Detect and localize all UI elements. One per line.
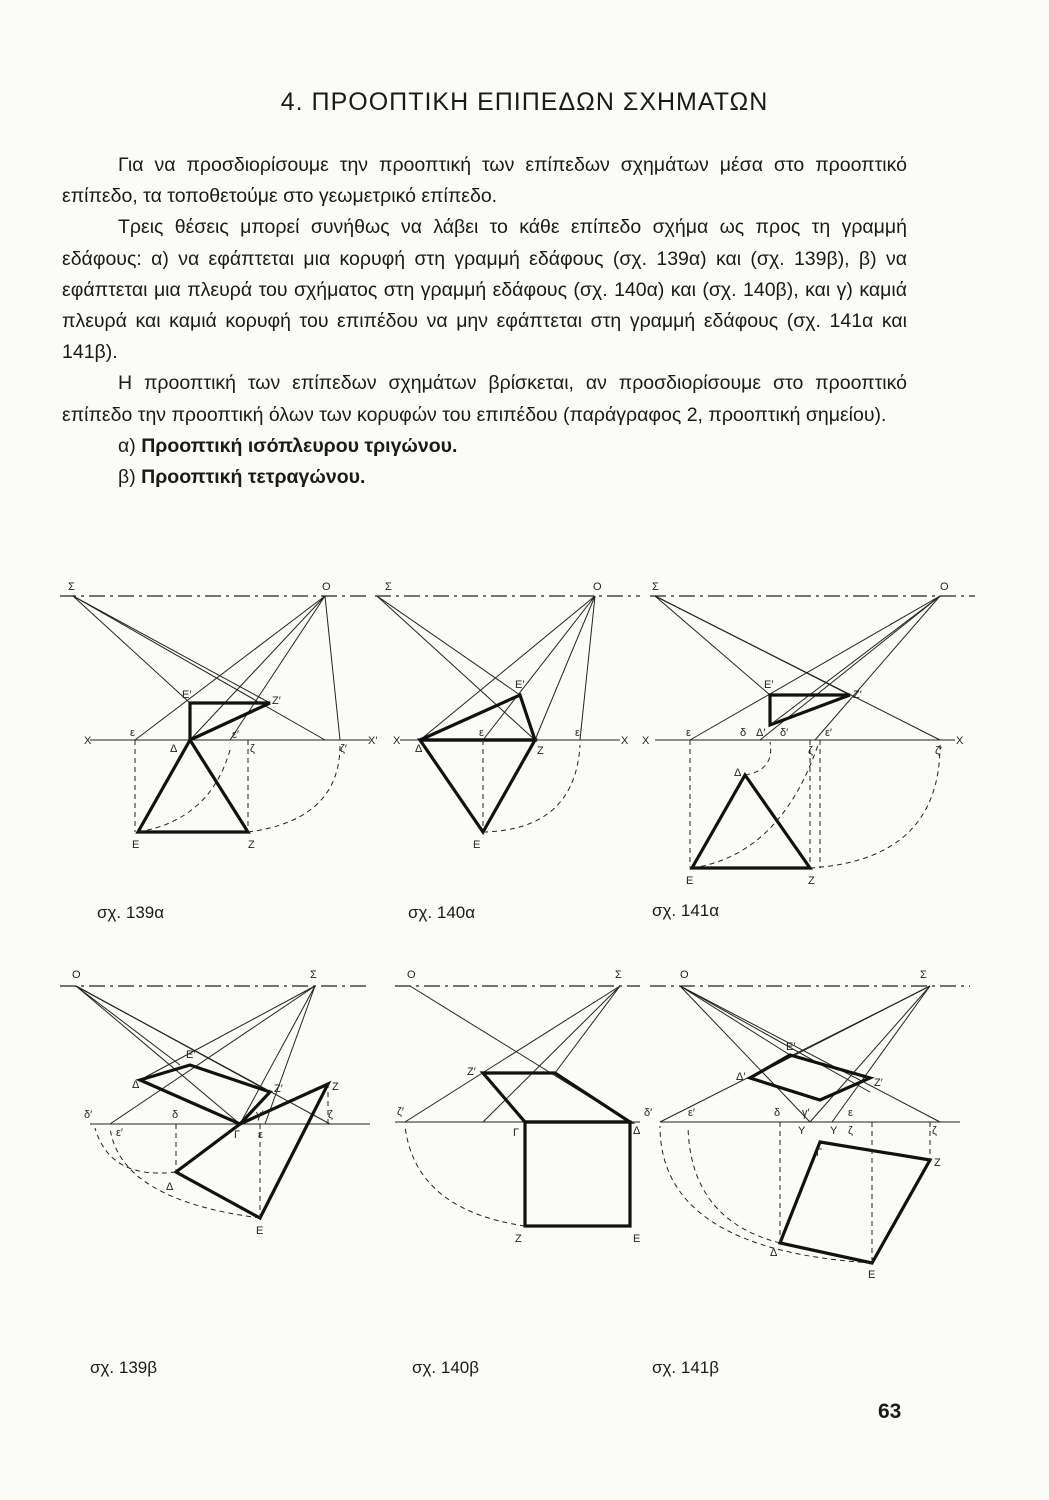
label: Δ	[132, 1079, 140, 1091]
label: Χ	[621, 735, 629, 747]
label: ε′	[575, 727, 582, 739]
paragraph: Τρεις θέσεις μπορεί συνήθως να λάβει το κάθε επίπεδο σχήμα ως προς τη γραμμή εδάφους: α) να εφάπτεται μια κορυφή στη γραμμή εδάφους (σχ. 139α) και (σχ. 139β), β) να εφάπτεται μια πλευρά του σχήματος στη γραμμή εδάφους (σχ. 140α) και (σχ. 140β), και γ) καμιά πλευρά και καμιά κορυφή του επιπέδου να μην εφάπτεται στη γραμμή εδάφους (σχ. 141α και 141β).	[62, 216, 907, 364]
figure-caption: σχ. 141β	[652, 1358, 720, 1377]
figure-caption: σχ. 139β	[90, 1358, 158, 1377]
label: Δ	[734, 767, 742, 779]
label: ζ	[932, 1125, 937, 1137]
label: Χ	[642, 735, 650, 747]
label: Γ	[513, 1127, 520, 1139]
label: Σ	[615, 969, 622, 981]
label: ε′	[232, 729, 239, 741]
label: Ε′	[515, 679, 525, 691]
figure-141a	[640, 570, 980, 895]
figure-140b-drawing	[375, 960, 645, 1300]
label: Χ	[393, 735, 401, 747]
label: δ	[172, 1109, 179, 1121]
paragraph: Για να προσδιορίσουμε την προοπτική των επίπεδων σχημάτων μέσα στο προοπτικό επίπεδο, τα τοποθετούμε στο γεωμετρικό επίπεδο.	[62, 154, 907, 208]
label: Ο	[72, 969, 81, 981]
label: ζ′	[397, 1106, 404, 1118]
label: ε′	[688, 1107, 695, 1119]
label: Σ	[310, 969, 317, 981]
label: Γ	[234, 1129, 241, 1141]
label: Ο	[680, 969, 689, 981]
label: Δ	[770, 1247, 778, 1259]
figure-caption: σχ. 141α	[652, 901, 720, 920]
label: ζ	[328, 1109, 333, 1121]
label: ζ	[848, 1125, 853, 1137]
label: Χ	[84, 735, 92, 747]
label: Ζ	[808, 875, 815, 887]
figure-139b-drawing	[60, 960, 380, 1300]
label: Σ	[652, 581, 659, 593]
figure-141b	[640, 960, 980, 1305]
figure-140a	[375, 570, 645, 875]
label: ζ	[250, 743, 255, 755]
figure-140b	[375, 960, 645, 1305]
label: ε	[686, 727, 691, 739]
list-item: β) Προοπτική τετραγώνου.	[118, 466, 366, 489]
label: ε	[130, 727, 135, 739]
label: Ο	[407, 969, 416, 981]
figure-141a-drawing	[640, 570, 980, 890]
label: Ζ	[332, 1081, 339, 1093]
body-text	[62, 150, 907, 493]
figure-140a-drawing	[375, 570, 645, 870]
label: Ε′	[786, 1041, 796, 1053]
label: ζ	[808, 745, 813, 757]
label: ε	[479, 727, 484, 739]
label: Χ	[956, 735, 964, 747]
label: Υ	[798, 1125, 806, 1137]
label: δ′	[84, 1109, 93, 1121]
label: γ′	[802, 1107, 810, 1119]
label: Ζ′	[467, 1066, 476, 1078]
figure-139a	[60, 570, 380, 875]
figure-139a-drawing	[60, 570, 380, 870]
figure-caption: σχ. 140α	[408, 903, 476, 922]
label: Ε′	[764, 679, 774, 691]
label: Ζ′	[874, 1077, 883, 1089]
label: Δ	[633, 1125, 641, 1137]
label: Ζ	[537, 745, 544, 757]
page-number: 63	[878, 1400, 902, 1423]
label: Ε	[256, 1225, 264, 1237]
label: ε	[258, 1129, 263, 1141]
label: Ο	[940, 581, 949, 593]
label: Σ	[68, 581, 75, 593]
label: γ′	[256, 1109, 264, 1121]
label: Ε	[132, 839, 140, 851]
label: δ′	[644, 1107, 653, 1119]
label: Ζ′	[853, 689, 862, 701]
paragraph: Η προοπτική των επίπεδων σχημάτων βρίσκεται, αν προσδιορίσουμε στο προοπτικό επίπεδο την προοπτική όλων των κορυφών του επιπέδου (παράγραφος 2, προοπτική σημείου).	[62, 372, 907, 426]
label: Ε′	[186, 1049, 196, 1061]
label: Δ	[166, 1181, 174, 1193]
label: Ε′	[182, 689, 192, 701]
label: Ο	[322, 581, 331, 593]
label: ζ′	[340, 743, 347, 755]
label: δ′	[780, 727, 789, 739]
figure-caption: σχ. 140β	[412, 1358, 480, 1377]
label: ε′	[116, 1127, 123, 1139]
label: Δ′	[736, 1071, 746, 1083]
label: Ζ	[934, 1157, 941, 1169]
list-item: α) Προοπτική ισόπλευρου τριγώνου.	[118, 434, 458, 457]
label: Ε	[633, 1233, 641, 1245]
label: Ζ′	[272, 695, 281, 707]
section-title: 4. ΠΡΟΟΠΤΙΚΗ ΕΠΙΠΕΔΩΝ ΣΧΗΜΑΤΩΝ	[280, 88, 769, 116]
label: Σ	[920, 969, 927, 981]
figure-139b	[60, 960, 380, 1305]
label: Δ′	[756, 727, 766, 739]
label: Ζ	[515, 1233, 522, 1245]
label: Δ	[415, 743, 423, 755]
figure-caption: σχ. 139α	[97, 903, 165, 922]
label: Υ	[830, 1125, 838, 1137]
label: Ε	[473, 839, 481, 851]
label: Σ	[385, 581, 392, 593]
label: Ο	[593, 581, 602, 593]
figure-141b-drawing	[640, 960, 980, 1300]
label: Ζ	[248, 839, 255, 851]
label: Χ′	[368, 735, 378, 747]
label: ε	[848, 1107, 853, 1119]
label: Ε	[686, 875, 694, 887]
label: Ζ′	[274, 1083, 283, 1095]
label: Ε	[868, 1269, 876, 1281]
label: Δ	[170, 743, 178, 755]
label: Γ	[816, 1147, 823, 1159]
label: ζ′	[935, 745, 942, 757]
label: δ	[740, 727, 747, 739]
label: ε′	[825, 727, 832, 739]
label: δ	[774, 1107, 781, 1119]
